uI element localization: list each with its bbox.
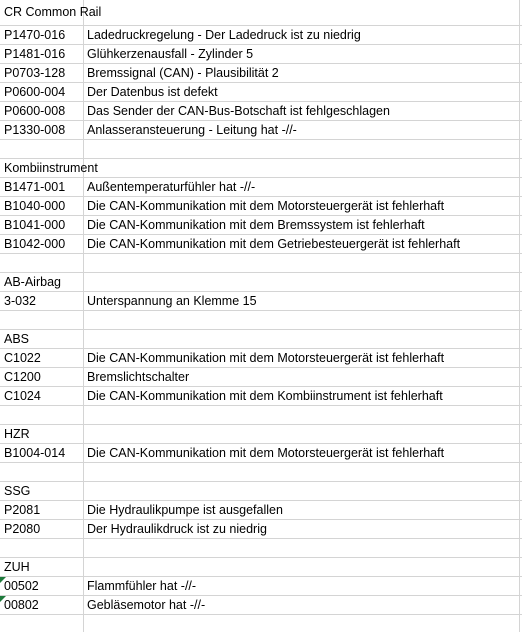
cell-code[interactable] — [0, 45, 84, 63]
cell-code-text: P0600-008 — [4, 104, 66, 118]
sheet-row — [0, 311, 522, 330]
cell-code-text: B1004-014 — [4, 446, 66, 460]
cell-code[interactable] — [0, 216, 84, 234]
cell-description-text: Bremssignal (CAN) - Plausibilität 2 — [87, 66, 279, 80]
cell-description[interactable] — [84, 501, 520, 519]
cell-code-text: P1481-016 — [4, 47, 66, 61]
cell-code[interactable] — [0, 387, 84, 405]
cell-description[interactable] — [84, 368, 520, 386]
cell-code[interactable] — [0, 482, 84, 500]
sheet-row — [0, 463, 522, 482]
cell-code[interactable] — [0, 235, 84, 253]
cell-code[interactable] — [0, 273, 84, 291]
cell-code[interactable] — [0, 406, 84, 424]
cell-code[interactable] — [0, 330, 84, 348]
cell-code-text: SSG — [4, 484, 31, 498]
sheet-row — [0, 197, 522, 216]
cell-description[interactable] — [84, 463, 520, 481]
sheet-row — [0, 368, 522, 387]
cell-code[interactable] — [0, 121, 84, 139]
cell-description[interactable] — [84, 216, 520, 234]
cell-description[interactable] — [84, 45, 520, 63]
cell-code[interactable] — [0, 577, 84, 595]
sheet-row — [0, 615, 522, 632]
sheet-row — [0, 330, 522, 349]
cell-description-text: Unterspannung an Klemme 15 — [87, 294, 257, 308]
cell-code-text: P2080 — [4, 522, 41, 536]
cell-code[interactable] — [0, 596, 84, 614]
cell-description[interactable] — [84, 482, 520, 500]
error-indicator-icon — [0, 596, 6, 602]
cell-code[interactable] — [0, 520, 84, 538]
cell-description[interactable] — [84, 558, 520, 576]
cell-code[interactable] — [0, 102, 84, 120]
cell-code-text: CR Common Rail — [4, 5, 102, 19]
cell-code[interactable] — [0, 64, 84, 82]
cell-description-text: Das Sender der CAN-Bus-Botschaft ist fehlgeschlagen — [87, 104, 390, 118]
cell-code-text: B1041-000 — [4, 218, 66, 232]
sheet-row — [0, 254, 522, 273]
cell-description-text: Die CAN-Kommunikation mit dem Kombiinstrument ist fehlerhaft — [87, 389, 443, 403]
cell-description[interactable] — [84, 254, 520, 272]
cell-description-text: Die CAN-Kommunikation mit dem Bremssystem ist fehlerhaft — [87, 218, 425, 232]
cell-code[interactable] — [0, 254, 84, 272]
cell-code-text: ZUH — [4, 560, 30, 574]
sheet-row — [0, 577, 522, 596]
cell-code[interactable] — [0, 558, 84, 576]
cell-code-text: Kombiinstrument — [4, 161, 98, 175]
cell-description-text: Bremslichtschalter — [87, 370, 190, 384]
sheet-row — [0, 83, 522, 102]
cell-description[interactable] — [84, 102, 520, 120]
cell-description[interactable] — [84, 596, 520, 614]
cell-code-text: C1022 — [4, 351, 41, 365]
cell-description-text: Außentemperaturfühler hat -//- — [87, 180, 256, 194]
cell-code[interactable] — [0, 83, 84, 101]
sheet-row — [0, 45, 522, 64]
cell-code-text: B1471-001 — [4, 180, 66, 194]
cell-description[interactable] — [84, 425, 520, 443]
cell-description-text: Die CAN-Kommunikation mit dem Motorsteuergerät ist fehlerhaft — [87, 199, 445, 213]
sheet-row — [0, 520, 522, 539]
cell-code-text: P2081 — [4, 503, 41, 517]
cell-code-text: C1200 — [4, 370, 41, 384]
cell-code-text: B1042-000 — [4, 237, 66, 251]
cell-code-text: B1040-000 — [4, 199, 66, 213]
cell-description[interactable] — [84, 159, 520, 177]
cell-code[interactable] — [0, 463, 84, 481]
cell-description[interactable] — [84, 121, 520, 139]
cell-code[interactable] — [0, 140, 84, 158]
sheet-row — [0, 539, 522, 558]
sheet-row — [0, 0, 522, 26]
cell-description-text: Der Datenbus ist defekt — [87, 85, 218, 99]
sheet-row — [0, 292, 522, 311]
sheet-row — [0, 596, 522, 615]
cell-description-text: Gebläsemotor hat -//- — [87, 598, 206, 612]
sheet-row — [0, 178, 522, 197]
cell-description[interactable] — [84, 406, 520, 424]
sheet-row — [0, 64, 522, 83]
cell-code-text: P1470-016 — [4, 28, 66, 42]
cell-description-text: Die CAN-Kommunikation mit dem Motorsteuergerät ist fehlerhaft — [87, 351, 445, 365]
cell-description[interactable] — [84, 140, 520, 158]
cell-description[interactable] — [84, 349, 520, 367]
cell-description[interactable] — [84, 292, 520, 310]
cell-description[interactable] — [84, 0, 520, 25]
sheet-row — [0, 235, 522, 254]
cell-code-text: C1024 — [4, 389, 41, 403]
sheet-row — [0, 349, 522, 368]
sheet-row — [0, 482, 522, 501]
sheet-row — [0, 501, 522, 520]
cell-description[interactable] — [84, 577, 520, 595]
cell-description[interactable] — [84, 273, 520, 291]
cell-code-text: 00802 — [4, 598, 39, 612]
cell-description[interactable] — [84, 387, 520, 405]
sheet-row — [0, 140, 522, 159]
sheet-row — [0, 444, 522, 463]
cell-description[interactable] — [84, 615, 520, 632]
sheet-row — [0, 425, 522, 444]
cell-code[interactable] — [0, 539, 84, 557]
cell-description[interactable] — [84, 539, 520, 557]
sheet-row — [0, 216, 522, 235]
cell-code[interactable] — [0, 178, 84, 196]
sheet-row — [0, 387, 522, 406]
cell-code-text: AB-Airbag — [4, 275, 61, 289]
cell-description[interactable] — [84, 26, 520, 44]
cell-code[interactable] — [0, 615, 84, 632]
cell-code[interactable] — [0, 0, 102, 25]
cell-description[interactable] — [84, 520, 520, 538]
cell-description[interactable] — [84, 235, 520, 253]
error-indicator-icon — [0, 577, 6, 583]
cell-code-text: HZR — [4, 427, 30, 441]
sheet-row — [0, 102, 522, 121]
cell-code-text: ABS — [4, 332, 30, 346]
cell-description-text: Ladedruckregelung - Der Ladedruck ist zu niedrig — [87, 28, 361, 42]
cell-code[interactable] — [0, 425, 84, 443]
cell-code[interactable] — [0, 501, 84, 519]
cell-code[interactable] — [0, 368, 84, 386]
cell-code[interactable] — [0, 349, 84, 367]
sheet-row — [0, 159, 522, 178]
cell-code[interactable] — [0, 159, 98, 177]
cell-code-text: P0703-128 — [4, 66, 66, 80]
cell-code[interactable] — [0, 26, 84, 44]
cell-description-text: Flammfühler hat -//- — [87, 579, 197, 593]
sheet-row — [0, 406, 522, 425]
cell-code[interactable] — [0, 444, 84, 462]
cell-code-text: P0600-004 — [4, 85, 66, 99]
cell-description[interactable] — [84, 178, 520, 196]
cell-description[interactable] — [84, 83, 520, 101]
cell-description[interactable] — [84, 197, 520, 215]
cell-description[interactable] — [84, 330, 520, 348]
cell-code-text: 00502 — [4, 579, 39, 593]
cell-description-text: Die Hydraulikpumpe ist ausgefallen — [87, 503, 283, 517]
cell-code[interactable] — [0, 197, 84, 215]
cell-description-text: Glühkerzenausfall - Zylinder 5 — [87, 47, 254, 61]
sheet-row — [0, 121, 522, 140]
cell-description-text: Die CAN-Kommunikation mit dem Motorsteuergerät ist fehlerhaft — [87, 446, 445, 460]
cell-description[interactable] — [84, 444, 520, 462]
cell-code[interactable] — [0, 311, 84, 329]
cell-code-text: 3-032 — [4, 294, 36, 308]
cell-description-text: Der Hydraulikdruck ist zu niedrig — [87, 522, 267, 536]
cell-description[interactable] — [84, 64, 520, 82]
sheet-row — [0, 558, 522, 577]
cell-description-text: Die CAN-Kommunikation mit dem Getriebesteuergerät ist fehlerhaft — [87, 237, 461, 251]
cell-description[interactable] — [84, 311, 520, 329]
cell-description-text: Anlasseransteuerung - Leitung hat -//- — [87, 123, 297, 137]
cell-code-text: P1330-008 — [4, 123, 66, 137]
cell-code[interactable] — [0, 292, 84, 310]
sheet-row — [0, 273, 522, 292]
sheet-row — [0, 26, 522, 45]
